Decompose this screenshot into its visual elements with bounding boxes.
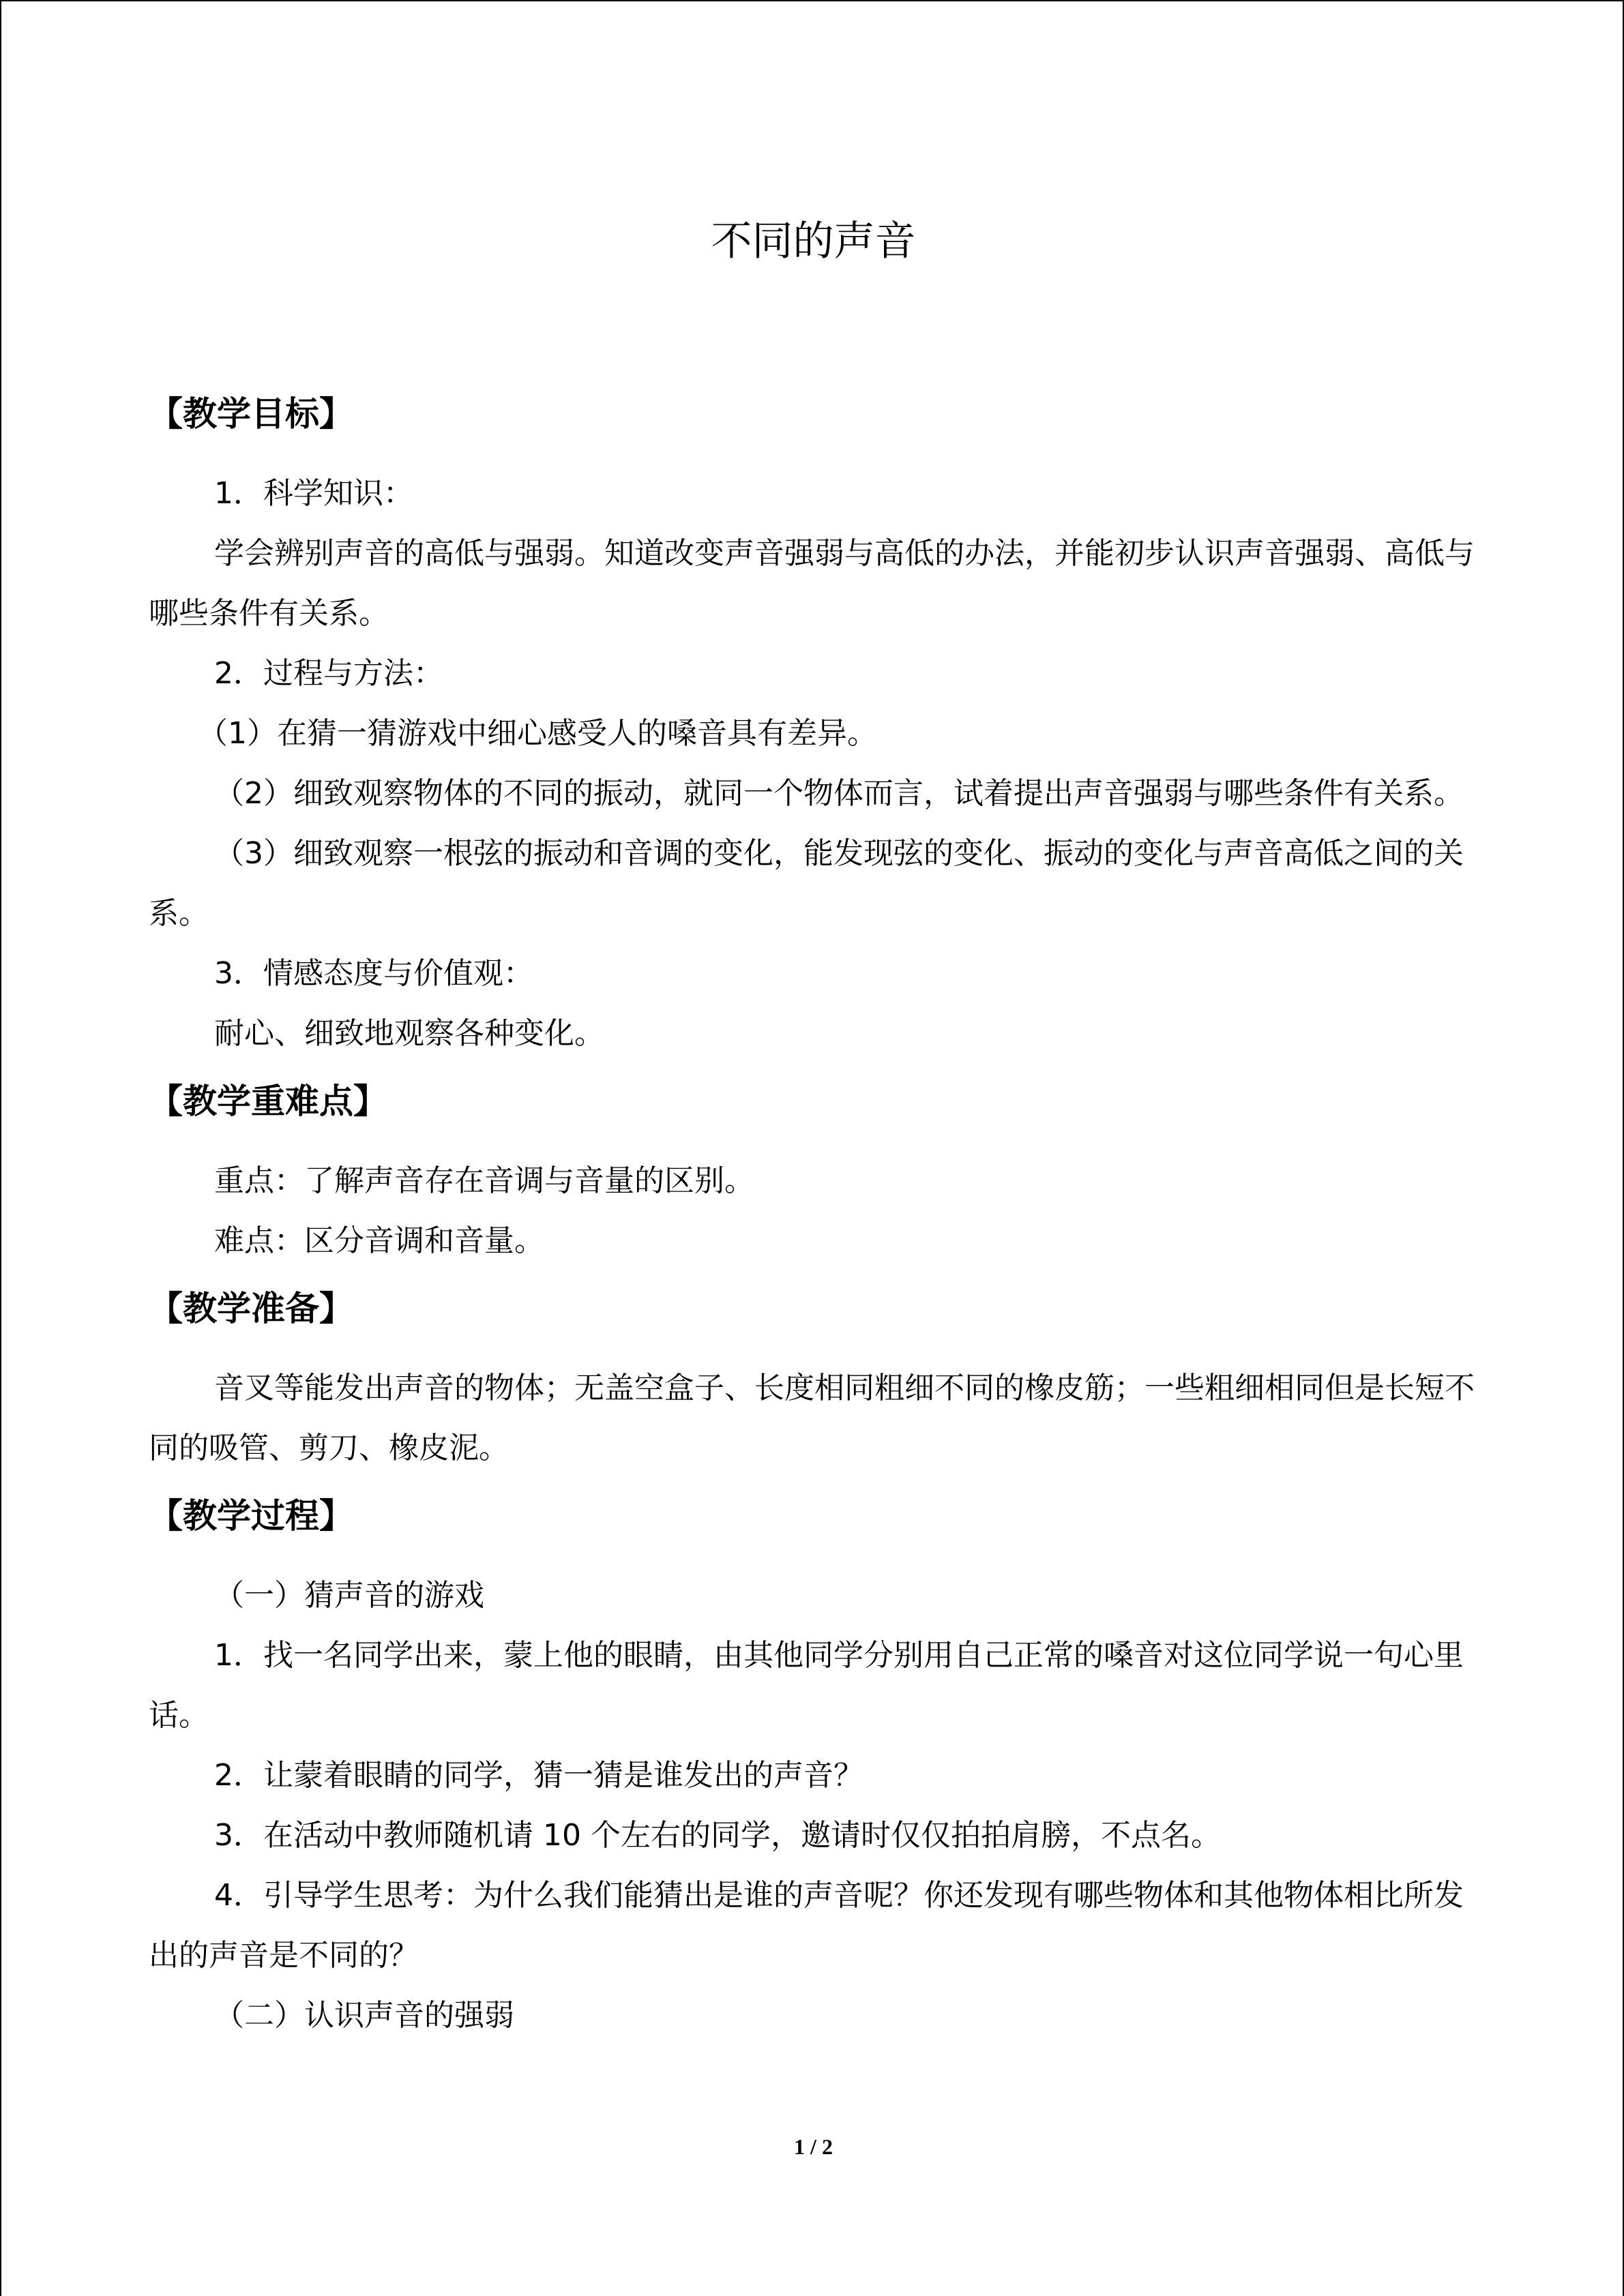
paragraph: 2．过程与方法：: [214, 656, 443, 691]
paragraph: （一）猜声音的游戏: [214, 1578, 484, 1613]
paragraph: 4．引导学生思考：为什么我们能猜出是谁的声音呢？你还发现有哪些物体和其他物体相比所发出的声音是不同的？: [149, 1878, 1464, 1973]
paragraph: 1．找一名同学出来，蒙上他的眼睛，由其他同学分别用自己正常的嗓音对这位同学说一句心里话。: [149, 1638, 1464, 1733]
section-heading: 【教学过程】: [149, 1496, 353, 1536]
document-title: 不同的声音: [711, 218, 916, 265]
paragraph: 音叉等能发出声音的物体；无盖空盒子、长度相同粗细不同的橡皮筋；一些粗细相同但是长短不同的吸管、剪刀、橡皮泥。: [149, 1371, 1475, 1465]
paragraph: 学会辨别声音的高低与强弱。知道改变声音强弱与高低的办法，并能初步认识声音强弱、高低与哪些条件有关系。: [149, 536, 1475, 631]
section-teaching-process: [149, 1485, 1483, 2046]
paragraph: （2）细致观察物体的不同的振动，就同一个物体而言，试着提出声音强弱与哪些条件有关系。: [214, 776, 1464, 811]
page-number: 1 / 2: [794, 2134, 833, 2159]
section-preparation: [149, 1278, 1483, 1478]
paragraph: 3．在活动中教师随机请 10 个左右的同学，邀请时仅仅拍拍肩膀，不点名。: [214, 1818, 1221, 1853]
section-heading: 【教学重难点】: [149, 1082, 387, 1121]
paragraph: 耐心、细致地观察各种变化。: [214, 1016, 604, 1051]
section-heading: 【教学目标】: [149, 394, 353, 434]
section-teaching-goals: [149, 383, 1483, 1064]
paragraph: 重点：了解声音存在音调与音量的区别。: [214, 1163, 754, 1198]
paragraph: （3）细致观察一根弦的振动和音调的变化，能发现弦的变化、振动的变化与声音高低之间的关系。: [149, 836, 1464, 931]
paragraph: 1．科学知识：: [214, 476, 413, 511]
paragraph: 3．情感态度与价值观：: [214, 956, 533, 991]
paragraph: 难点：区分音调和音量。: [214, 1223, 544, 1258]
document-body: [149, 383, 1483, 2046]
paragraph: （二）认识声音的强弱: [214, 1998, 514, 2033]
section-heading: 【教学准备】: [149, 1289, 353, 1328]
section-key-points: [149, 1071, 1483, 1271]
paragraph: 2．让蒙着眼睛的同学，猜一猜是谁发出的声音？: [214, 1758, 863, 1793]
paragraph: （1）在猜一猜游戏中细心感受人的嗓音具有差异。: [198, 716, 877, 751]
